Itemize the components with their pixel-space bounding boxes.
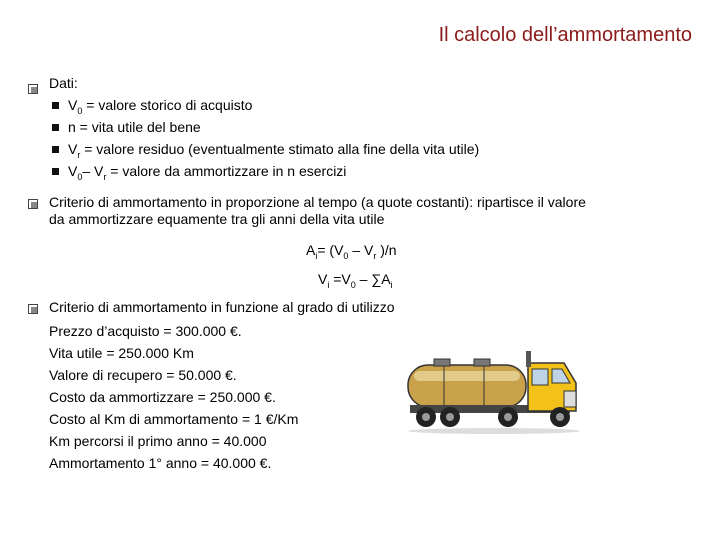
square-bullet-icon: [52, 124, 59, 131]
square-bullet-icon: [52, 102, 59, 109]
bullet-section-2: [28, 199, 38, 209]
sub-item-1: $V_0$ = valore storico di acquisto: [52, 94, 252, 122]
tanker-truck-icon: [404, 345, 584, 435]
list-item: Valore di recupero = 50.000 €.: [49, 367, 237, 383]
list-item: Costo da ammortizzare = 250.000 €.: [49, 389, 276, 405]
list-item: Vita utile = 250.000 Km: [49, 345, 194, 361]
list-item: Prezzo d’acquisto = 300.000 €.: [49, 323, 242, 339]
section-1-label: Dati:: [49, 75, 78, 91]
section-2-line-1: Criterio di ammortamento in proporzione al tempo (a quote costanti): ripartisce il valore: [49, 194, 586, 210]
formula-quota: $A_i= (V_0 - V_r$ )/n: [306, 242, 397, 261]
bullet-section-1: [28, 84, 38, 94]
section-3-heading: Criterio di ammortamento in funzione al grado di utilizzo: [49, 299, 395, 315]
bullet-section-3: [28, 304, 38, 314]
formula-valore: $V_i =V_0 - \sum A_i$: [318, 271, 393, 290]
slide-title: Il calcolo dell’ammortamento: [438, 24, 692, 46]
list-item: Km percorsi il primo anno = 40.000: [49, 433, 267, 449]
square-bullet-icon: [52, 146, 59, 153]
sub-item-3: $V_r$ = valore residuo (eventualmente stimato alla fine della vita utile): [52, 138, 479, 166]
section-3-list: [49, 320, 298, 474]
list-item: Ammortamento 1° anno = 40.000 €.: [49, 455, 272, 471]
square-bullet-icon: [52, 168, 59, 175]
sub-item-4: $V_0-$ $V_r$ = valore da ammortizzare in n esercizi: [52, 160, 346, 188]
list-item: Costo al Km di ammortamento = 1 €/Km: [49, 411, 299, 427]
sub-item-2: n = vita utile del bene: [52, 116, 201, 138]
section-2-line-2: da ammortizzare equamente tra gli anni della vita utile: [49, 211, 385, 227]
